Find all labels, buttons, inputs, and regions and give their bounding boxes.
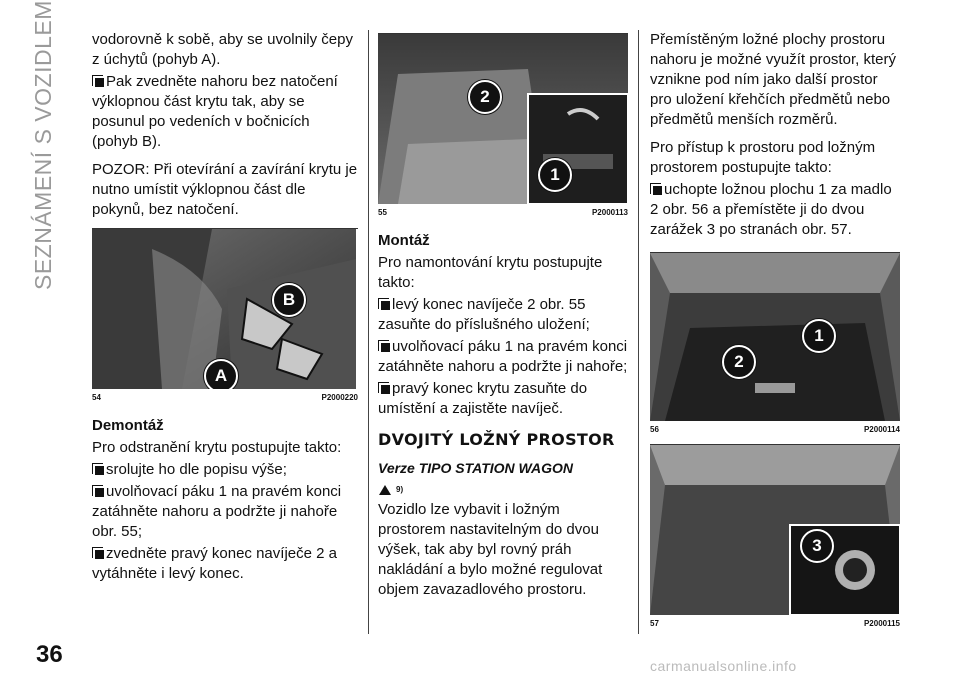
bullet-icon — [650, 183, 661, 194]
column-2 — [378, 30, 628, 600]
figure-caption — [378, 207, 628, 219]
bullet-item: levý konec navíječe 2 obr. 55 zasuňte do příslušného uložení; — [378, 296, 590, 333]
bullet-icon — [92, 75, 103, 86]
bullet-icon — [378, 382, 389, 393]
bullet-item: pravý konec krytu zasuňte do umístění a zajistěte navíječ. — [378, 380, 588, 417]
bullet-item: Pak zvedněte nahoru bez natočení výklopnou část krytu tak, aby se posunul po vedeních v bočnicích (pohyb B). — [92, 73, 338, 150]
bullet-item: uvolňovací páku 1 na pravém konci zatáhněte nahoru a podržte ji nahoře; — [378, 338, 628, 375]
bullet-item: uchopte ložnou plochu 1 za madlo 2 obr. 56 a přemístěte ji do dvou zarážek 3 po stranách obr. 57. — [650, 181, 892, 238]
figure-number: 55 — [378, 208, 387, 217]
bullet-icon — [378, 298, 389, 309]
figure-label-2: 2 — [722, 345, 756, 379]
page-number: 36 — [36, 641, 63, 668]
figure-54 — [92, 228, 358, 404]
figure-56 — [650, 252, 900, 436]
column-3 — [650, 30, 900, 630]
figure-code: P2000220 — [321, 393, 358, 402]
bullet-item: uvolňovací páku 1 na pravém konci zatáhněte nahoru a podržte ji nahoře obr. 55; — [92, 483, 342, 540]
figure-number: 54 — [92, 393, 101, 402]
bullet-icon — [92, 547, 103, 558]
figure-image — [650, 253, 900, 421]
paragraph: Pro přístup k prostoru pod ložným prostorem postupujte takto: — [650, 139, 876, 176]
figure-image — [650, 445, 900, 615]
heading-montaz: Montáž — [378, 232, 430, 249]
section-title: SEZNÁMENÍ S VOZIDLEM — [30, 0, 56, 290]
paragraph: Přemístěným ložné plochy prostoru nahoru je možné využít prostor, který vznikne pod ním jako další prostor pro uložení křehčích předmětů nebo předmětů menších rozměrů. — [650, 31, 896, 128]
figure-code: P2000115 — [863, 619, 900, 628]
warning-reference — [378, 484, 628, 496]
bullet-icon — [378, 340, 389, 351]
column-divider — [638, 30, 639, 634]
figure-caption — [92, 392, 358, 404]
figure-number: 56 — [650, 425, 659, 434]
column-1 — [92, 30, 358, 584]
bullet-icon — [92, 463, 103, 474]
bullet-item: zvedněte pravý konec navíječe 2 a vytáhněte i levý konec. — [92, 545, 337, 582]
figure-illustration — [650, 445, 900, 615]
figure-code: P2000114 — [863, 425, 900, 434]
warning-icon — [378, 484, 392, 496]
watermark: carmanualsonline.info — [650, 658, 797, 674]
figure-label-2: 2 — [468, 80, 502, 114]
heading-dvojity-lozny-prostor: DVOJITÝ LOŽNÝ PROSTOR — [378, 430, 615, 449]
figure-illustration — [378, 34, 628, 204]
column-divider — [368, 30, 369, 634]
paragraph: Vozidlo lze vybavit i ložným prostorem nastavitelným do dvou výšek, tak aby byl rovný práh nakládání a bylo možné regulovat objem zavazadlového prostoru. — [378, 501, 603, 598]
figure-label-a: A — [204, 359, 238, 389]
bullet-icon — [92, 485, 103, 496]
figure-number: 57 — [650, 619, 659, 628]
figure-caption — [650, 424, 900, 436]
figure-code: P2000113 — [591, 208, 628, 217]
figure-image — [378, 34, 628, 204]
figure-caption — [650, 618, 900, 630]
subheading-version: Verze TIPO STATION WAGON — [378, 460, 573, 476]
figure-label-1: 1 — [802, 319, 836, 353]
paragraph: Pro odstranění krytu postupujte takto: — [92, 439, 342, 456]
figure-57 — [650, 444, 900, 630]
warning-ref-number: 9) — [396, 485, 404, 494]
heading-demontaz: Demontáž — [92, 417, 164, 434]
bullet-item: srolujte ho dle popisu výše; — [92, 460, 358, 480]
figure-label-b: B — [272, 283, 306, 317]
figure-label-1: 1 — [538, 158, 572, 192]
figure-55 — [378, 33, 628, 219]
figure-image — [92, 229, 358, 389]
paragraph: vodorovně k sobě, aby se uvolnily čepy z úchytů (pohyb A). — [92, 31, 353, 68]
figure-illustration — [650, 253, 900, 421]
paragraph: POZOR: Při otevírání a zavírání krytu je nutno umístit výklopnou část dle pokynů, bez natočení. — [92, 161, 358, 218]
figure-label-3: 3 — [800, 529, 834, 563]
paragraph: Pro namontování krytu postupujte takto: — [378, 254, 603, 291]
